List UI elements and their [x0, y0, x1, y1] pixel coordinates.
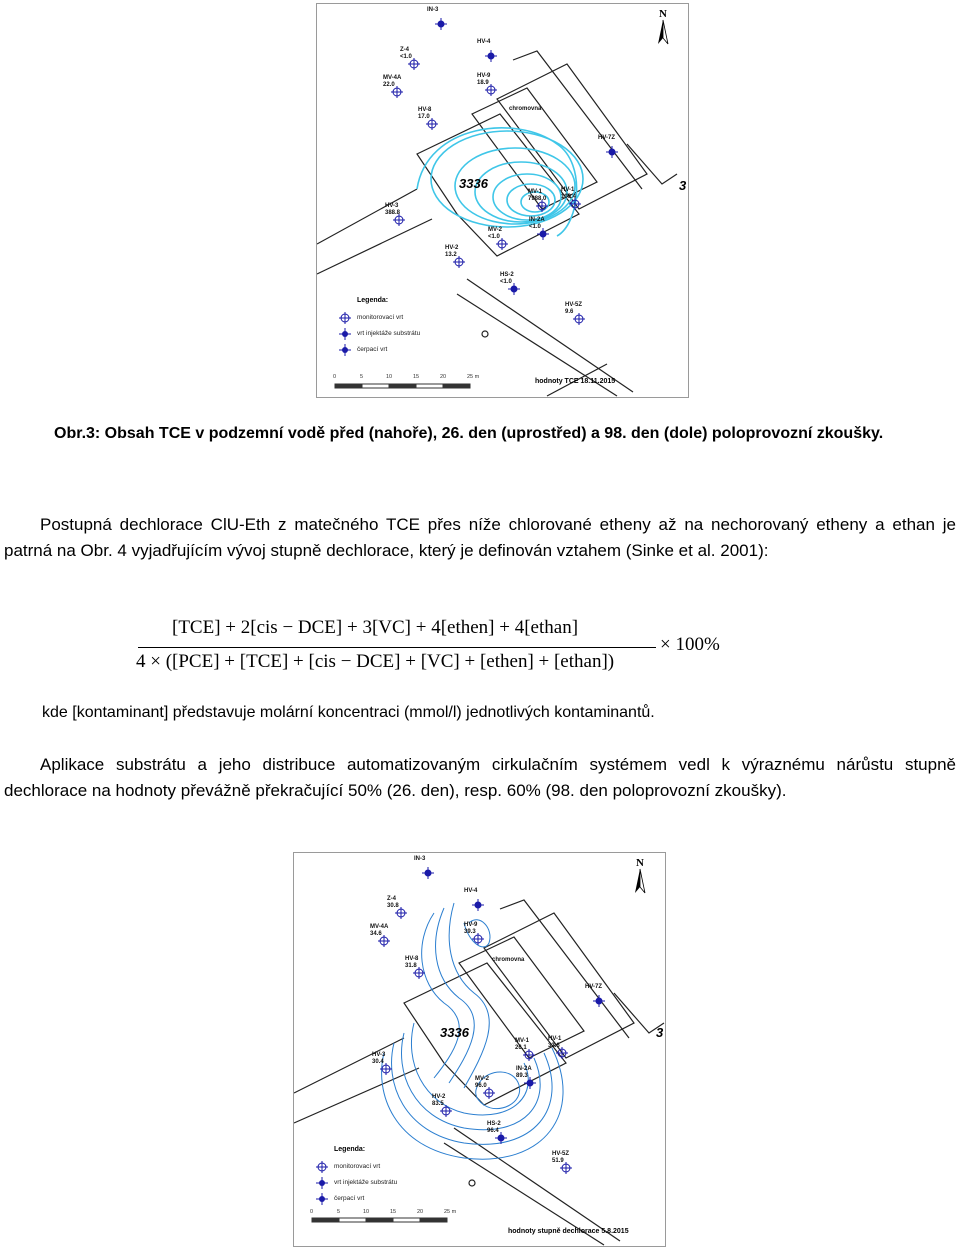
well-id: HV-5Z: [552, 1151, 570, 1157]
well-id: HS-2: [487, 1121, 501, 1127]
well-id: IN-3: [414, 856, 426, 862]
well-label: [477, 73, 490, 87]
map-title: hodnoty TCE 18.11.2015: [535, 378, 616, 385]
scale-label: 5: [337, 1209, 341, 1215]
well-id: HS-2: [500, 272, 514, 278]
well-label: [548, 1036, 561, 1050]
well-value: 17.0: [418, 114, 430, 120]
well-label: [432, 1094, 445, 1108]
north-label: N: [636, 857, 644, 869]
well-marker: [435, 18, 447, 30]
well-marker: [606, 146, 618, 158]
well-label: [561, 187, 576, 201]
well-id: HV-7Z: [598, 135, 616, 141]
scale-label: 20: [417, 1209, 424, 1215]
legend-title: Legenda:: [357, 297, 389, 304]
well-label: [515, 1038, 529, 1052]
well-label: [529, 217, 545, 231]
well-value: 18.9: [477, 80, 489, 86]
legend-item-injection: vrt injektáže substrátu: [357, 330, 421, 337]
well-label: [565, 302, 582, 316]
scale-label: 10: [363, 1209, 370, 1215]
area-label: 3: [656, 1025, 664, 1040]
well-value: 89.3: [516, 1073, 528, 1079]
well-id: HV-8: [405, 956, 419, 962]
legend-item-monitoring: monitorovací vrt: [357, 314, 404, 321]
well-id: HV-4: [464, 888, 478, 894]
well-label: [427, 7, 438, 14]
well-label: [528, 189, 546, 203]
well-id: IN-2A: [529, 217, 545, 223]
scale-label: 25 m: [444, 1209, 457, 1215]
well-label: [598, 135, 615, 142]
well-label: [370, 924, 388, 938]
well-label: [383, 75, 401, 89]
well-label: [464, 888, 477, 895]
map-top-drawing: [317, 4, 688, 397]
well-value: 83.5: [432, 1101, 444, 1107]
map-top: [316, 3, 689, 398]
well-id: IN-2A: [516, 1066, 532, 1072]
map-bottom-drawing: [294, 853, 665, 1246]
contour-lines: [382, 903, 563, 1159]
well-id: HV-1: [548, 1036, 562, 1042]
map-bottom: [293, 852, 666, 1247]
well-value: 96.0: [475, 1083, 487, 1089]
legend-item-injection: vrt injektáže substrátu: [334, 1179, 398, 1186]
scale-label: 0: [310, 1209, 314, 1215]
well-id: HV-5Z: [565, 302, 583, 308]
building-label: chromovna: [492, 957, 525, 963]
formula: [136, 614, 736, 684]
well-value: <1.0: [488, 234, 500, 240]
well-label: [385, 203, 400, 217]
legend-item-pumping: čerpací vrt: [334, 1195, 365, 1202]
well-label: [372, 1052, 385, 1066]
legend-title: Legenda:: [334, 1146, 366, 1153]
scale-label: 15: [390, 1209, 397, 1215]
scale-label: 5: [360, 374, 364, 380]
well-label: [500, 272, 514, 286]
formula-denominator: 4 × ([PCE] + [TCE] + [cis − DCE] + [VC] + [ethen] + [ethan]): [136, 651, 615, 672]
well-label: [516, 1066, 532, 1080]
well-id: MV-1: [528, 189, 543, 195]
well-value: 30.4: [372, 1059, 384, 1065]
well-value: 34.6: [370, 931, 382, 937]
well-label: [414, 856, 425, 863]
area-label: 3: [679, 178, 687, 193]
north-label: N: [659, 8, 667, 20]
well-value: 9.6: [565, 309, 574, 315]
well-id: HV-1: [561, 187, 575, 193]
fraction-bar: [138, 647, 656, 648]
well-value: 7988.0: [528, 196, 547, 202]
well-id: HV-7Z: [585, 984, 603, 990]
well-id: HV-3: [385, 203, 399, 209]
well-label: [418, 107, 431, 121]
well-label: [400, 47, 412, 61]
well-id: MV-2: [488, 227, 503, 233]
well-marker: [485, 50, 497, 62]
well-label: [488, 227, 502, 241]
scale-label: 20: [440, 374, 447, 380]
well-id: MV-1: [515, 1038, 530, 1044]
well-label: [475, 1076, 489, 1090]
well-marker: [593, 995, 605, 1007]
formula-numerator: [TCE] + 2[cis − DCE] + 3[VC] + 4[ethen] + 4[ethan]: [172, 617, 579, 638]
well-id: HV-8: [418, 107, 432, 113]
well-value: 96.4: [487, 1128, 499, 1134]
well-value: <1.0: [400, 54, 412, 60]
well-value: 39.3: [464, 929, 476, 935]
well-value: 32.6: [548, 1043, 560, 1049]
map-title: hodnoty stupně dechlorace 5.8.2015: [508, 1228, 629, 1235]
well-id: HV-3: [372, 1052, 386, 1058]
well-value: 22.0: [383, 82, 395, 88]
scale-label: 15: [413, 374, 420, 380]
well-label: [487, 1121, 501, 1135]
big-value: 3336: [459, 176, 488, 191]
well-marker: [422, 867, 434, 879]
well-id: MV-4A: [370, 924, 389, 930]
well-id: HV-4: [477, 39, 491, 45]
well-label: [445, 245, 458, 259]
well-id: Z-4: [400, 47, 409, 53]
well-label: [585, 984, 602, 991]
well-value: <1.0: [500, 279, 512, 285]
well-label: [387, 896, 399, 910]
well-id: HV-9: [477, 73, 491, 79]
well-id: MV-2: [475, 1076, 490, 1082]
well-value: 31.8: [405, 963, 417, 969]
well-value: 26.1: [515, 1045, 527, 1051]
well-marker: [472, 899, 484, 911]
figure-caption: Obr.3: Obsah TCE v podzemní vodě před (nahoře), 26. den (uprostřed) a 98. den (dole) poloprovozní zkoušky.: [54, 425, 884, 442]
big-value: 3336: [440, 1025, 469, 1040]
well-value: 51.9: [552, 1158, 564, 1164]
scale-label: 25 m: [467, 374, 480, 380]
well-label: [405, 956, 418, 970]
well-label: [477, 39, 490, 46]
building-label: chromovna: [509, 106, 542, 112]
well-value: 30.8: [387, 903, 399, 909]
legend-item-pumping: čerpací vrt: [357, 346, 388, 353]
well-id: MV-4A: [383, 75, 402, 81]
well-id: Z-4: [387, 896, 396, 902]
well-value: 388.8: [385, 210, 401, 216]
well-value: <1.0: [529, 224, 541, 230]
well-id: HV-2: [432, 1094, 446, 1100]
definition-text: kde [kontaminant] představuje molární koncentraci (mmol/l) jednotlivých kontaminantů.: [42, 704, 655, 721]
well-label: [552, 1151, 569, 1165]
well-id: HV-9: [464, 922, 478, 928]
legend-item-monitoring: monitorovací vrt: [334, 1163, 381, 1170]
well-id: HV-2: [445, 245, 459, 251]
well-label: [464, 922, 477, 936]
paragraph-1: Postupná dechlorace ClU-Eth z matečného TCE přes níže chlorované etheny až na nechorovaný etheny a ethan je patrná na Obr. 4 vyjadřujícím vývoj stupně dechlorace, který je definován vztahem (Sinke et al. 2001):: [4, 515, 956, 560]
well-id: IN-3: [427, 7, 439, 13]
well-value: 13.2: [445, 252, 457, 258]
paragraph-2: Aplikace substrátu a jeho distribuce automatizovaným cirkulačním systémem vedl k výraznému nárůstu stupně dechlorace na hodnoty převážně překračující 50% (26. den), resp. 60% (98. den poloprovozní zkoušky).: [4, 755, 956, 800]
formula-multiplier: × 100%: [660, 634, 720, 655]
well-value: 109.4: [561, 194, 577, 200]
scale-label: 0: [333, 374, 337, 380]
scale-label: 10: [386, 374, 393, 380]
